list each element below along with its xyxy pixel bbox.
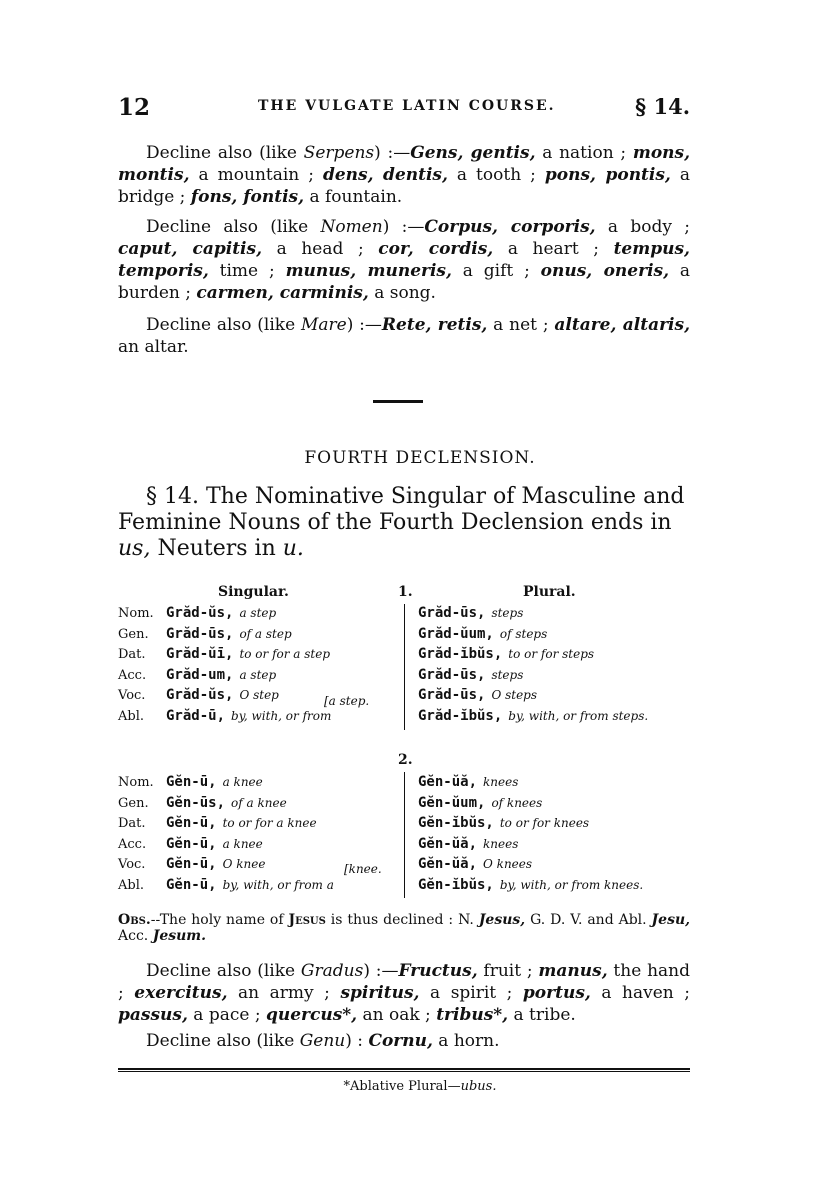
case-label: Abl. [118,708,144,724]
paragraph-nomen: Decline also (like Nomen) :—Corpus, corporis, a body ; caput, capitis, a head ; cor, cordis, a heart ; tempus, temporis, time ; munus, muneris, a gift ; onus, oneris, a burden ; carmen, carminis, a song. [118,217,691,303]
plural-form [418,667,523,683]
paragraph-gradus: Decline also (like Gradus) :—Fructus, fruit ; manus, the hand ; exercitus, an army ; spiritus, a spirit ; portus, a haven ; passus, a pace ; quercus*, an oak ; tribus*, a tribe. [118,961,690,1025]
english-gloss: a knee [222,775,263,789]
english-gloss: of a step [239,626,292,641]
table-2-divider [404,772,405,898]
paragraph-genu: Decline also (like Genu) : Cornu, a horn. [146,1031,500,1051]
latin-form: Grăd-ūs, [418,687,486,703]
plural-form [418,687,537,703]
english-gloss: knees [483,836,519,851]
english-gloss: a knee [222,836,263,851]
latin-form: Grăd-ŭs, [166,605,234,621]
section-marker: § 14. [635,94,690,119]
english-gloss: of a knee [231,795,287,810]
plural-form [418,795,542,811]
latin-form: Gĕn-ū, [166,835,217,852]
english-gloss: by, with, or from knees. [499,877,644,892]
table-1-overflow: [a step. [324,694,370,708]
footnote: *Ablative Plural—ubus. [343,1079,497,1094]
singular-form [166,795,287,811]
plural-form [418,877,643,893]
case-label: Gen. [118,795,149,811]
english-gloss: to or for steps [508,647,595,661]
latin-form: Gĕn-ū, [166,856,217,872]
latin-form: Gĕn-ĭbŭs, [418,876,494,893]
singular-form [166,774,263,790]
english-gloss: by, with, or from a [222,877,334,892]
paragraph-serpens: Decline also (like Serpens) :—Gens, gentis, a nation ; mons, montis, a mountain ; dens, dentis, a tooth ; pons, pontis, a bridge ; fons, fontis, a fountain. [118,143,691,207]
footnote-rule [118,1068,690,1070]
latin-form: Grăd-ūs, [166,625,234,642]
paragraph-14: § 14. The Nominative Singular of Masculine and Feminine Nouns of the Fourth Declension ends in us, Neuters in u. [118,484,685,561]
english-gloss: to or for a knee [222,816,317,830]
english-gloss: by, with, or from [231,708,332,723]
latin-form: Grăd-ū, [166,707,226,724]
page-number: 12 [118,94,151,121]
english-gloss: steps [491,606,524,620]
latin-form: Grăd-ūs, [418,666,486,683]
latin-form: Grăd-ŭī, [166,646,234,662]
latin-form: Grăd-ŭum, [418,625,494,642]
plural-form [418,774,518,790]
english-gloss: a step [239,606,277,620]
latin-form: Grăd-um, [166,666,234,683]
latin-form: Gĕn-ŭum, [418,794,486,811]
case-label: Dat. [118,816,146,831]
case-label: Acc. [118,667,147,683]
english-gloss: a step [239,667,277,682]
singular-form [166,877,334,893]
table-1-number: 1. [398,584,413,600]
plural-form [418,646,594,662]
english-gloss: O knees [483,857,533,871]
english-gloss: to or for a step [239,647,331,661]
singular-form [166,667,276,683]
english-gloss: steps [491,667,524,682]
singular-header: Singular. [218,584,289,600]
latin-form: Gĕn-ĭbŭs, [418,815,494,831]
latin-form: Gĕn-ŭă, [418,835,478,852]
plural-form [418,815,589,831]
table-1-divider [404,604,405,730]
table-2-overflow: [knee. [344,862,382,876]
page-header [118,94,690,124]
singular-form [166,815,317,831]
singular-form [166,687,279,703]
latin-form: Gĕn-ūs, [166,794,226,811]
observation-note: Obs.--The holy name of Jesus is thus declined : N. Jesus, G. D. V. and Abl. Jesu, Acc. Jesum. [118,912,690,944]
section-divider [373,400,423,403]
plural-form [418,626,547,642]
english-gloss: of steps [499,626,548,641]
latin-form: Grăd-ĭbŭs, [418,646,503,662]
english-gloss: O knee [222,857,266,871]
case-label: Abl. [118,877,144,893]
singular-form [166,646,330,662]
english-gloss: O step [239,688,279,702]
english-gloss: knees [483,775,519,789]
case-label: Voc. [118,688,146,703]
latin-form: Gĕn-ū, [166,876,217,893]
case-label: Acc. [118,836,147,852]
plural-form [418,708,648,724]
plural-form [418,836,518,852]
case-label: Nom. [118,606,154,621]
footnote-rule-thin [118,1071,690,1072]
latin-form: Gĕn-ŭă, [418,856,478,872]
singular-form [166,836,263,852]
running-title: THE VULGATE LATIN COURSE. [258,98,556,114]
english-gloss: to or for knees [499,816,590,830]
plural-header: Plural. [523,584,576,600]
english-gloss: of knees [491,795,543,810]
singular-form [166,856,265,872]
case-label: Nom. [118,775,154,790]
plural-form [418,605,523,621]
latin-form: Gĕn-ŭă, [418,774,478,790]
english-gloss: by, with, or from steps. [508,708,649,723]
singular-form [166,605,276,621]
case-label: Gen. [118,626,149,642]
case-label: Dat. [118,647,146,662]
latin-form: Grăd-ŭs, [166,687,234,703]
english-gloss: O steps [491,688,538,702]
paragraph-mare: Decline also (like Mare) :—Rete, retis, a net ; altare, altaris, an altar. [118,315,690,357]
latin-form: Grăd-ūs, [418,605,486,621]
case-label: Voc. [118,857,146,872]
latin-form: Gĕn-ū, [166,815,217,831]
latin-form: Gĕn-ū, [166,774,217,790]
singular-form [166,708,331,724]
latin-form: Grăd-ĭbŭs, [418,707,503,724]
declension-heading: FOURTH DECLENSION. [304,448,536,468]
singular-form [166,626,292,642]
table-2-number: 2. [398,752,413,768]
plural-form [418,856,532,872]
